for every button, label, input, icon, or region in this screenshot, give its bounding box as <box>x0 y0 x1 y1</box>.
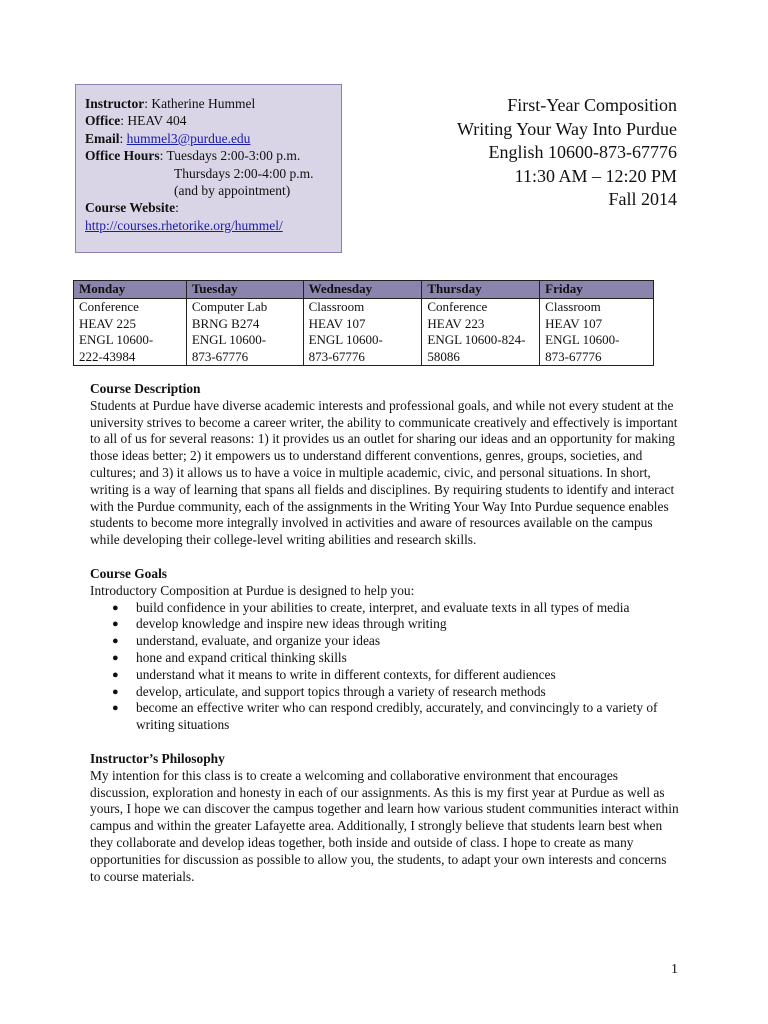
schedule-cell-tuesday <box>186 299 303 366</box>
schedule-cell-friday <box>540 299 654 366</box>
email-label: Email <box>85 130 120 146</box>
bullet-icon: ● <box>112 702 119 715</box>
meeting-room: BRNG B274 <box>191 315 260 331</box>
course-goals-list <box>90 600 680 734</box>
goal-text: become an effective writer who can respond credibly, accurately, and convincingly to a variety of writing situations <box>136 700 658 733</box>
list-item <box>90 600 680 617</box>
course-title: Writing Your Way Into Purdue <box>457 118 677 139</box>
list-item <box>90 633 680 650</box>
list-item <box>90 667 680 684</box>
office-label: Office <box>85 113 121 129</box>
meeting-room: HEAV 107 <box>545 315 603 331</box>
section-number: ENGL 10600- <box>191 332 267 347</box>
course-term: Fall 2014 <box>608 189 677 210</box>
instructor-label: Instructor <box>85 96 145 111</box>
meeting-room: HEAV 225 <box>79 315 136 331</box>
bullet-icon: ● <box>112 685 119 698</box>
goal-text: hone and expand critical thinking skills <box>136 649 347 665</box>
office-line <box>85 112 341 129</box>
website-line <box>85 199 341 216</box>
schedule-header-wednesday: Wednesday <box>303 281 422 299</box>
section-number: ENGL 10600- <box>545 332 620 347</box>
course-description-section <box>90 381 680 549</box>
website-label: Course Website <box>85 200 176 216</box>
schedule-row <box>74 299 654 366</box>
philosophy-heading: Instructor’s Philosophy <box>90 750 225 766</box>
section-number-cont: 873-67776 <box>191 348 249 364</box>
course-goals-intro: Introductory Composition at Purdue is designed to help you: <box>90 582 415 598</box>
email-separator: : <box>119 130 127 146</box>
weekly-schedule-table <box>73 280 654 366</box>
section-number: ENGL 10600- <box>308 332 383 347</box>
goal-text: develop, articulate, and support topics through a variety of research methods <box>136 683 546 699</box>
section-number: ENGL 10600- <box>79 332 154 347</box>
schedule-header-thursday: Thursday <box>422 281 540 299</box>
schedule-cell-monday <box>74 299 187 366</box>
course-time: 11:30 AM – 12:20 PM <box>514 165 677 186</box>
section-number-cont: 873-67776 <box>308 348 365 364</box>
course-program: First-Year Composition <box>507 95 677 115</box>
email-line <box>85 130 341 147</box>
office-hours-appointment: (and by appointment) <box>174 183 291 199</box>
meeting-type: Computer Lab <box>191 299 268 314</box>
section-number: ENGL 10600-824- <box>427 332 526 347</box>
schedule-cell-wednesday <box>303 299 422 366</box>
course-description-text: Students at Purdue have diverse academic interests and professional goals, and while not every student at the university strives to become a career writer, the ability to communicate creatively and effectively is important to all of us for several reasons: 1) it provides us an outlet for sharing our ideas and an opportunity for making those ideas better; 2) it empowers us to understand different conventions, genres, groups, societies, and cultures; and 3) it allows us to have a voice in multiple academic, civic, and personal situations. In short, writing is a way of learning that spans all fields and disciplines. By requiring students to identify and interact with the Purdue community, each of the assignments in the Writing Your Way Into Purdue sequence enables students to become more integrally involved in activities and aware of resources available on the campus while developing their college-level writing abilities and research skills. <box>90 397 678 548</box>
syllabus-body <box>90 381 680 902</box>
course-goals-heading: Course Goals <box>90 565 167 581</box>
meeting-type: Conference <box>427 299 488 314</box>
schedule-header-row <box>74 281 654 299</box>
section-number-cont: 222-43984 <box>79 348 136 364</box>
office-hours-label: Office Hours <box>85 148 160 164</box>
section-number-cont: 873-67776 <box>545 348 602 364</box>
list-item <box>90 616 680 633</box>
schedule-cell-thursday <box>422 299 540 366</box>
bullet-icon: ● <box>112 618 119 631</box>
meeting-room: HEAV 223 <box>427 315 485 331</box>
office-hours-thursday: Thursdays 2:00-4:00 p.m. <box>174 165 314 181</box>
course-number: English 10600-873-67776 <box>488 142 677 163</box>
office-hours-line <box>85 147 341 164</box>
bullet-icon: ● <box>112 651 119 664</box>
schedule-header-friday: Friday <box>540 281 654 299</box>
philosophy-section <box>90 751 680 885</box>
course-description-heading: Course Description <box>90 381 201 396</box>
goal-text: develop knowledge and inspire new ideas through writing <box>136 616 447 632</box>
course-goals-section <box>90 566 680 734</box>
goal-text: understand what it means to write in different contexts, for different audiences <box>136 666 556 682</box>
bullet-icon: ● <box>112 668 119 681</box>
website-link-line <box>85 217 341 234</box>
instructor-info-box <box>75 84 342 253</box>
schedule-header-tuesday: Tuesday <box>186 281 303 299</box>
goal-text: understand, evaluate, and organize your ideas <box>136 633 381 649</box>
philosophy-text: My intention for this class is to create a welcoming and collaborative environment that encourages discussion, exploration and honesty in each of our assignments. As this is my first year at Purdue as well as yours, I hope we can discover the campus together and learn how various student communities interact within campus and within the greater Lafayette area. Additionally, I strongly believe that students learn best when they collaborate and develop ideas together, both inside and outside of class. I hope to create as many opportunities for discussion as possible to allow you, the students, to adapt your own interests and concerns to course materials. <box>90 767 679 884</box>
instructor-name: : Katherine Hummel <box>144 96 256 111</box>
instructor-line <box>85 95 341 112</box>
course-header <box>457 94 677 212</box>
list-item <box>90 650 680 667</box>
schedule-header-monday: Monday <box>74 281 187 299</box>
bullet-icon: ● <box>112 601 119 614</box>
meeting-type: Classroom <box>545 299 601 314</box>
goal-text: build confidence in your abilities to create, interpret, and evaluate texts in all types of media <box>136 599 630 615</box>
office-value: : HEAV 404 <box>120 113 187 129</box>
email-link[interactable]: hummel3@purdue.edu <box>126 130 251 146</box>
meeting-type: Conference <box>79 299 139 314</box>
page-number: 1 <box>671 962 678 977</box>
list-item <box>90 700 680 734</box>
website-link[interactable]: http://courses.rhetorike.org/hummel/ <box>85 217 283 233</box>
meeting-type: Classroom <box>308 299 365 314</box>
website-separator: : <box>175 200 179 216</box>
list-item <box>90 684 680 701</box>
section-number-cont: 58086 <box>427 348 460 364</box>
office-hours-tuesday: : Tuesdays 2:00-3:00 p.m. <box>159 148 301 164</box>
meeting-room: HEAV 107 <box>308 315 366 331</box>
bullet-icon: ● <box>112 635 119 648</box>
